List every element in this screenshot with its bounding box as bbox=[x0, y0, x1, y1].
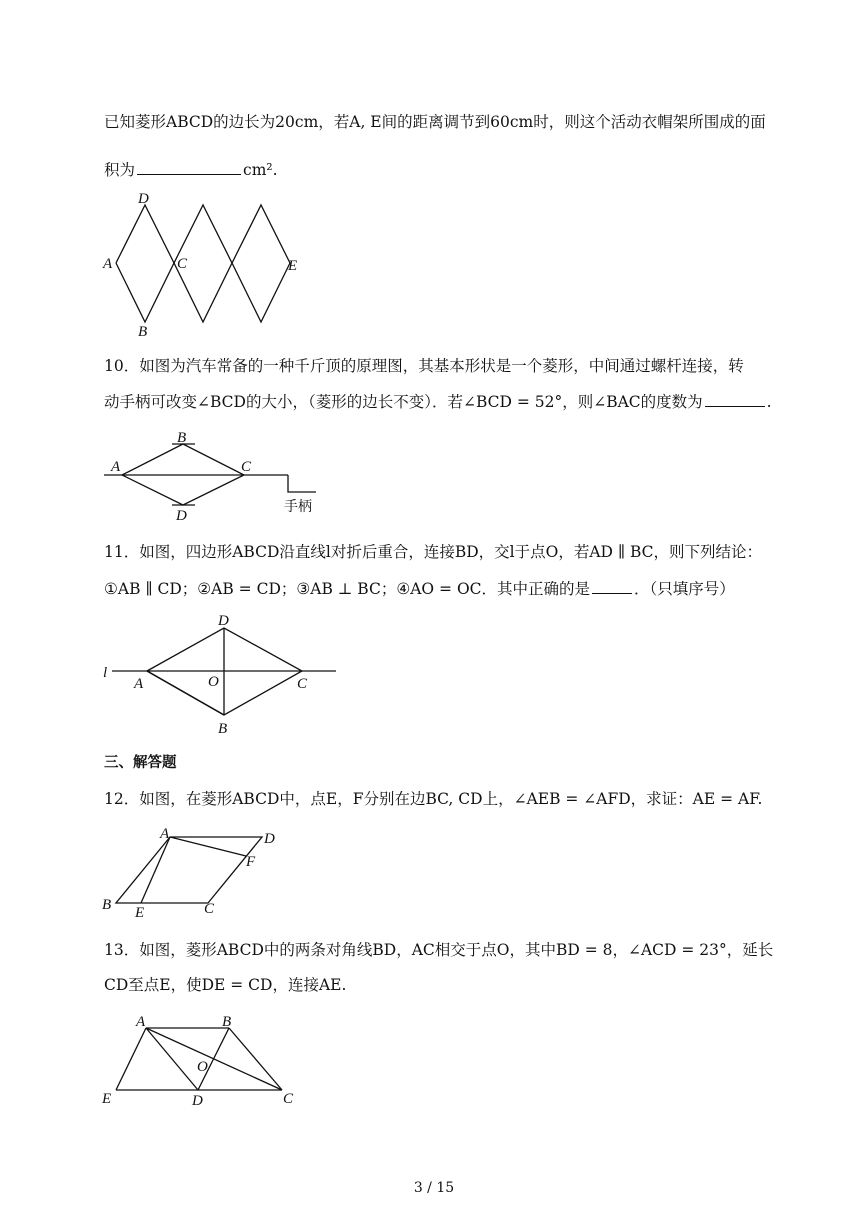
fig13-label-B: B bbox=[222, 1014, 232, 1030]
fig11-label-D: D bbox=[218, 613, 229, 629]
fig13-label-A: A bbox=[136, 1014, 146, 1030]
fig13-segment-BC bbox=[229, 1028, 282, 1090]
q13-line1: 13．如图，菱形ABCD中的两条对角线BD，AC相交于点O，其中BD = 8，∠ACD = 23°，延长 bbox=[104, 941, 774, 959]
fig13-label-C: C bbox=[283, 1091, 294, 1107]
fig10-label-handle: 手柄 bbox=[284, 499, 312, 515]
fig12-label-E: E bbox=[135, 905, 145, 921]
section-heading: 三、解答题 bbox=[104, 755, 177, 771]
fig9-label-D: D bbox=[138, 191, 149, 207]
q11-line2-end: ．（只填序号） bbox=[634, 580, 735, 598]
fig11-label-O: O bbox=[208, 674, 219, 690]
q10-line2-text: 动手柄可改变∠BCD的大小，（菱形的边长不变）．若∠BCD = 52°，则∠BAC的度数为 bbox=[104, 393, 703, 411]
fig11-label-A: A bbox=[134, 676, 144, 692]
fig10-label-C: C bbox=[241, 459, 252, 475]
q9-line2-prefix: 积为 bbox=[104, 161, 136, 179]
fig13-label-E: E bbox=[102, 1091, 112, 1107]
q9-unit: cm². bbox=[243, 161, 278, 179]
fig12-label-A: A bbox=[160, 826, 170, 842]
fig12-label-B: B bbox=[102, 897, 112, 913]
q10-line1: 10．如图为汽车常备的一种千斤顶的原理图，其基本形状是一个菱形，中间通过螺杆连接，转 bbox=[104, 357, 744, 375]
q10-line2-end: . bbox=[766, 393, 772, 411]
q11-line1: 11．如图，四边形ABCD沿直线l对折后重合，连接BD，交l于点O，若AD ∥ BC，则下列结论： bbox=[104, 543, 762, 561]
q11-line2-text: ①AB ∥ CD；②AB = CD；③AB ⊥ BC；④AO = OC．其中正确的是 bbox=[104, 580, 591, 598]
fig13-segment-AD bbox=[146, 1028, 198, 1090]
fig13-segment-AE bbox=[116, 1028, 146, 1090]
fig9-label-E: E bbox=[288, 258, 298, 274]
fig12-label-D: D bbox=[264, 831, 275, 847]
page-number: 3 / 15 bbox=[413, 1180, 455, 1196]
fig11-label-B: B bbox=[218, 721, 228, 737]
fig11-label-C: C bbox=[297, 676, 308, 692]
fig9-label-A: A bbox=[103, 256, 113, 272]
fig10-label-B: B bbox=[177, 430, 187, 446]
q13-line2: CD至点E，使DE = CD，连接AE. bbox=[104, 976, 347, 994]
fig9-label-C: C bbox=[177, 256, 188, 272]
fig12-label-F: F bbox=[246, 854, 256, 870]
fig12-label-C: C bbox=[204, 901, 215, 917]
fig13-label-O: O bbox=[197, 1059, 208, 1075]
fig11-label-l: l bbox=[103, 665, 108, 681]
fig10-label-A: A bbox=[111, 459, 121, 475]
fig13-label-D: D bbox=[192, 1093, 203, 1109]
q9-line1: 已知菱形ABCD的边长为20cm，若A, E间的距离调节到60cm时，则这个活动衣帽架所围成的面 bbox=[104, 113, 766, 131]
fig9-label-B: B bbox=[138, 324, 148, 340]
fig10-label-D: D bbox=[176, 508, 187, 524]
q12-line1: 12．如图，在菱形ABCD中，点E，F分别在边BC, CD上，∠AEB = ∠AFD，求证：AE = AF. bbox=[104, 790, 763, 808]
